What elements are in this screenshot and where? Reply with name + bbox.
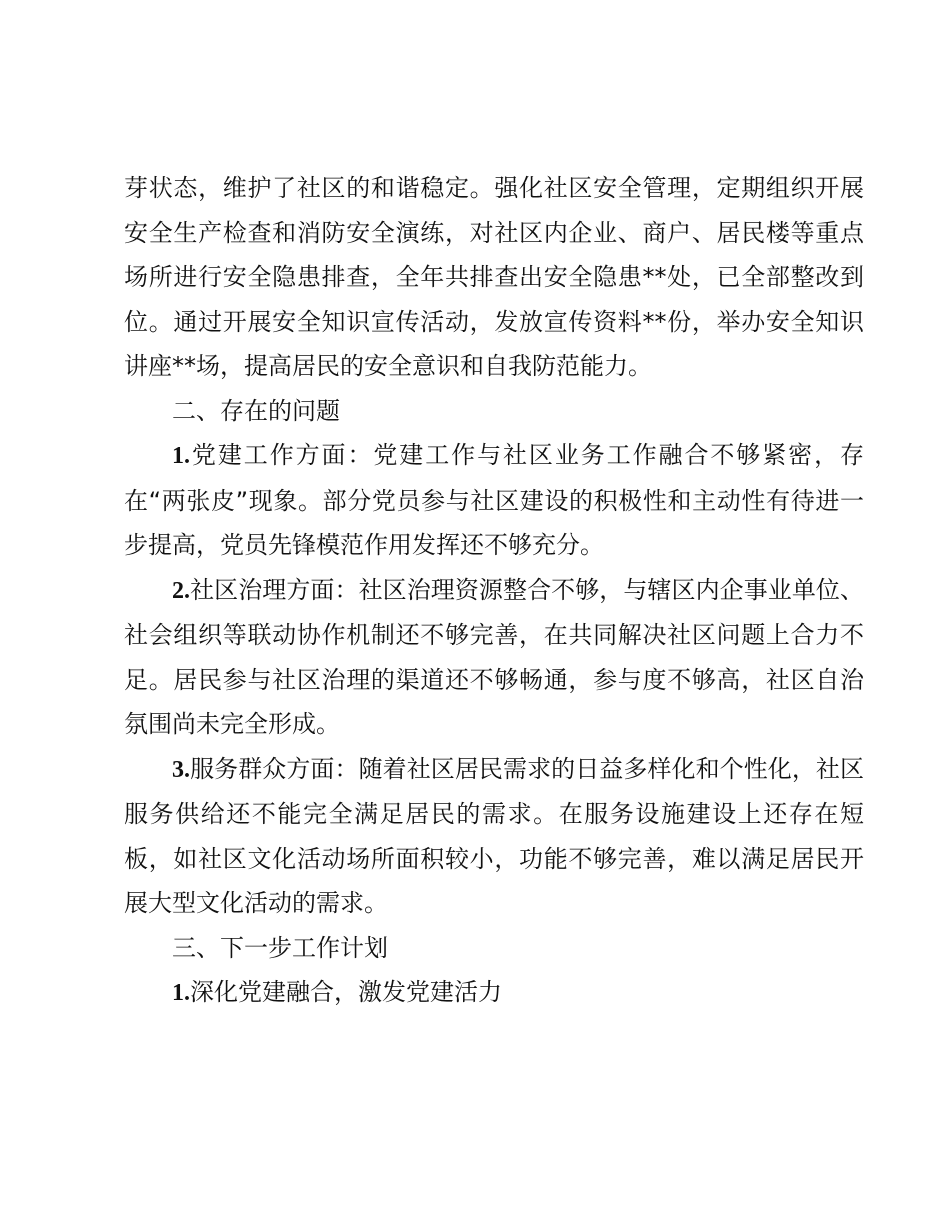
paragraph-safety-management: 芽状态，维护了社区的和谐稳定。强化社区安全管理，定期组织开展安全生产检查和消防安全演练，对社区内企业、商户、居民楼等重点场所进行安全隐患排查，全年共排查出安全隐患**处，已全部整改到位。通过开展安全知识宣传活动，发放宣传资料**份，举办安全知识讲座**场，提高居民的安全意识和自我防范能力。	[124, 174, 864, 380]
problem-item-public-service	[124, 747, 864, 926]
item-text: 党建工作方面：党建工作与社区业务工作融合不够紧密，存在“两张皮”现象。部分党员参与社区建设的积极性和主动性有待进一步提高，党员先锋模范作用发挥还不够充分。	[124, 441, 864, 559]
item-number: 3.	[172, 756, 190, 783]
item-text: 社区治理方面：社区治理资源整合不够，与辖区内企事业单位、社会组织等联动协作机制还不够完善，在共同解决社区问题上合力不足。居民参与社区治理的渠道还不够畅通，参与度不够高，社区自治氛围尚未完全形成。	[124, 575, 864, 738]
item-number: 2.	[172, 577, 190, 604]
item-number: 1.	[172, 443, 190, 469]
problem-item-community-governance	[124, 568, 864, 747]
item-number: 1.	[172, 980, 190, 1006]
item-text: 深化党建融合，激发党建活力	[190, 978, 502, 1006]
section-heading-next-plan: 三、下一步工作计划	[172, 933, 388, 962]
plan-item-party-integration	[124, 970, 864, 1016]
item-text: 服务群众方面：随着社区居民需求的日益多样化和个性化，社区服务供给还不能完全满足居民的需求。在服务设施建设上还存在短板，如社区文化活动场所面积较小，功能不够完善，难以满足居民开展大型文化活动的需求。	[124, 754, 864, 917]
document-page	[124, 166, 864, 1016]
problem-item-party-building	[124, 433, 864, 568]
section-heading-problems: 二、存在的问题	[172, 396, 340, 425]
